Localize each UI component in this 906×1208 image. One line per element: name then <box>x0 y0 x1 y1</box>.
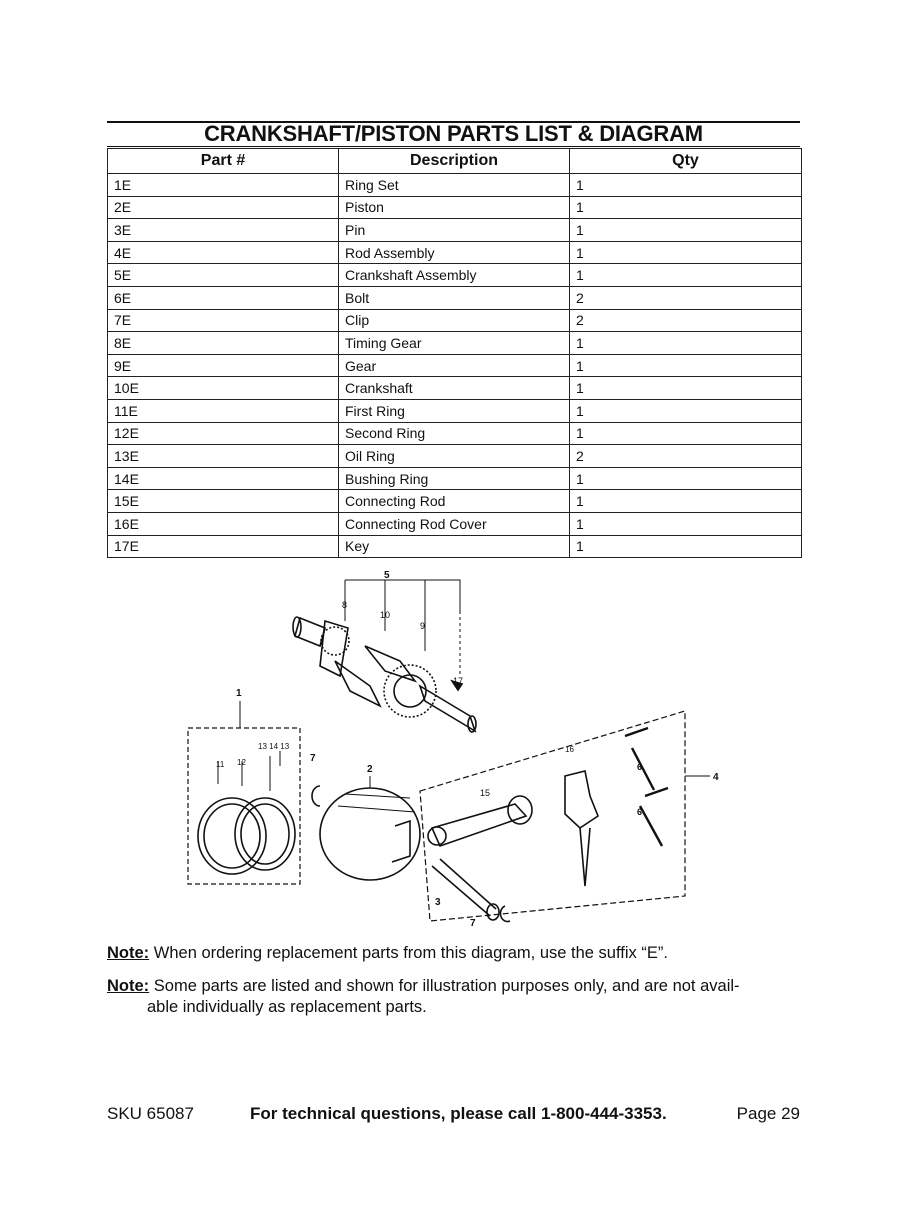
part-number-cell: 2E <box>108 196 339 219</box>
table-row <box>108 219 802 242</box>
callout-9: 9 <box>420 621 426 631</box>
crankshaft-illustration <box>293 580 476 732</box>
footer-tech-support: For technical questions, please call 1-800-444-3353. <box>250 1104 667 1123</box>
callout-3: 3 <box>435 897 441 908</box>
part-number-cell: 13E <box>108 445 339 468</box>
part-number-cell: 17E <box>108 535 339 558</box>
callout-8: 8 <box>342 600 348 610</box>
ring-set-illustration <box>188 688 300 884</box>
part-number-cell: 15E <box>108 490 339 513</box>
qty-cell: 1 <box>570 354 802 377</box>
callout-15: 15 <box>480 788 491 798</box>
description-cell: First Ring <box>339 399 570 422</box>
description-cell: Second Ring <box>339 422 570 445</box>
qty-cell: 1 <box>570 241 802 264</box>
part-number-cell: 3E <box>108 219 339 242</box>
part-number-cell: 12E <box>108 422 339 445</box>
part-number-cell: 1E <box>108 174 339 197</box>
description-cell: Crankshaft Assembly <box>339 264 570 287</box>
note-text: When ordering replacement parts from this diagram, use the suffix “E”. <box>153 944 668 962</box>
col-header-part: Part # <box>108 149 339 174</box>
part-number-cell: 4E <box>108 241 339 264</box>
description-cell: Clip <box>339 309 570 332</box>
callout-17: 17 <box>453 676 464 686</box>
callout-10: 10 <box>380 610 391 620</box>
qty-cell: 1 <box>570 422 802 445</box>
table-row <box>108 241 802 264</box>
callout-12: 12 <box>237 758 246 767</box>
table-row <box>108 512 802 535</box>
part-number-cell: 10E <box>108 377 339 400</box>
part-number-cell: 9E <box>108 354 339 377</box>
note-label: Note: <box>107 944 150 962</box>
table-row <box>108 445 802 468</box>
table-row <box>108 377 802 400</box>
table-header-row <box>108 149 802 174</box>
part-number-cell: 11E <box>108 399 339 422</box>
qty-cell: 2 <box>570 309 802 332</box>
note-label: Note: <box>107 977 150 995</box>
qty-cell: 1 <box>570 535 802 558</box>
table-row <box>108 196 802 219</box>
description-cell: Rod Assembly <box>339 241 570 264</box>
table-row <box>108 490 802 513</box>
table-row <box>108 399 802 422</box>
parts-table <box>107 148 802 558</box>
callout-7-top: 7 <box>310 753 316 764</box>
note-suffix <box>107 943 807 964</box>
rod-assembly-illustration <box>420 711 710 922</box>
table-row <box>108 264 802 287</box>
callout-4: 4 <box>713 772 719 783</box>
description-cell: Connecting Rod <box>339 490 570 513</box>
description-cell: Crankshaft <box>339 377 570 400</box>
note-illustration <box>107 976 807 1018</box>
table-row <box>108 467 802 490</box>
description-cell: Timing Gear <box>339 332 570 355</box>
callout-1: 1 <box>236 688 242 699</box>
callout-7-bottom: 7 <box>470 918 476 929</box>
title-rule <box>107 146 800 147</box>
part-number-cell: 8E <box>108 332 339 355</box>
callout-16: 16 <box>565 745 574 754</box>
qty-cell: 2 <box>570 445 802 468</box>
clip-icon <box>312 786 320 806</box>
callout-5: 5 <box>384 570 390 581</box>
table-row <box>108 286 802 309</box>
description-cell: Ring Set <box>339 174 570 197</box>
description-cell: Bushing Ring <box>339 467 570 490</box>
table-row <box>108 422 802 445</box>
crankshaft-piston-diagram <box>170 566 730 934</box>
qty-cell: 1 <box>570 264 802 287</box>
col-header-qty: Qty <box>570 149 802 174</box>
table-row <box>108 354 802 377</box>
table-row <box>108 535 802 558</box>
description-cell: Piston <box>339 196 570 219</box>
table-row <box>108 309 802 332</box>
callout-6-top: 6 <box>637 762 643 772</box>
qty-cell: 2 <box>570 286 802 309</box>
callout-13-14-13: 13 14 13 <box>258 742 290 751</box>
qty-cell: 1 <box>570 196 802 219</box>
description-cell: Gear <box>339 354 570 377</box>
callout-11: 11 <box>216 760 225 769</box>
parts-table-body <box>108 174 802 558</box>
qty-cell: 1 <box>570 219 802 242</box>
table-row <box>108 332 802 355</box>
qty-cell: 1 <box>570 467 802 490</box>
description-cell: Connecting Rod Cover <box>339 512 570 535</box>
part-number-cell: 5E <box>108 264 339 287</box>
note-text: Some parts are listed and shown for illustration purposes only, and are not avail- <box>153 977 740 995</box>
part-number-cell: 6E <box>108 286 339 309</box>
description-cell: Bolt <box>339 286 570 309</box>
col-header-description: Description <box>339 149 570 174</box>
callout-2: 2 <box>367 764 373 775</box>
note-text-continued: able individually as replacement parts. <box>147 998 427 1016</box>
description-cell: Key <box>339 535 570 558</box>
callout-6-bottom: 6 <box>637 807 643 817</box>
qty-cell: 1 <box>570 174 802 197</box>
qty-cell: 1 <box>570 332 802 355</box>
piston-illustration <box>320 764 420 880</box>
description-cell: Pin <box>339 219 570 242</box>
footer-page-number: Page 29 <box>736 1104 800 1123</box>
qty-cell: 1 <box>570 399 802 422</box>
page-title: CRANKSHAFT/PISTON PARTS LIST & DIAGRAM <box>204 121 703 146</box>
part-number-cell: 14E <box>108 467 339 490</box>
description-cell: Oil Ring <box>339 445 570 468</box>
footer-sku: SKU 65087 <box>107 1104 194 1123</box>
qty-cell: 1 <box>570 512 802 535</box>
table-row <box>108 174 802 197</box>
part-number-cell: 7E <box>108 309 339 332</box>
qty-cell: 1 <box>570 490 802 513</box>
qty-cell: 1 <box>570 377 802 400</box>
part-number-cell: 16E <box>108 512 339 535</box>
